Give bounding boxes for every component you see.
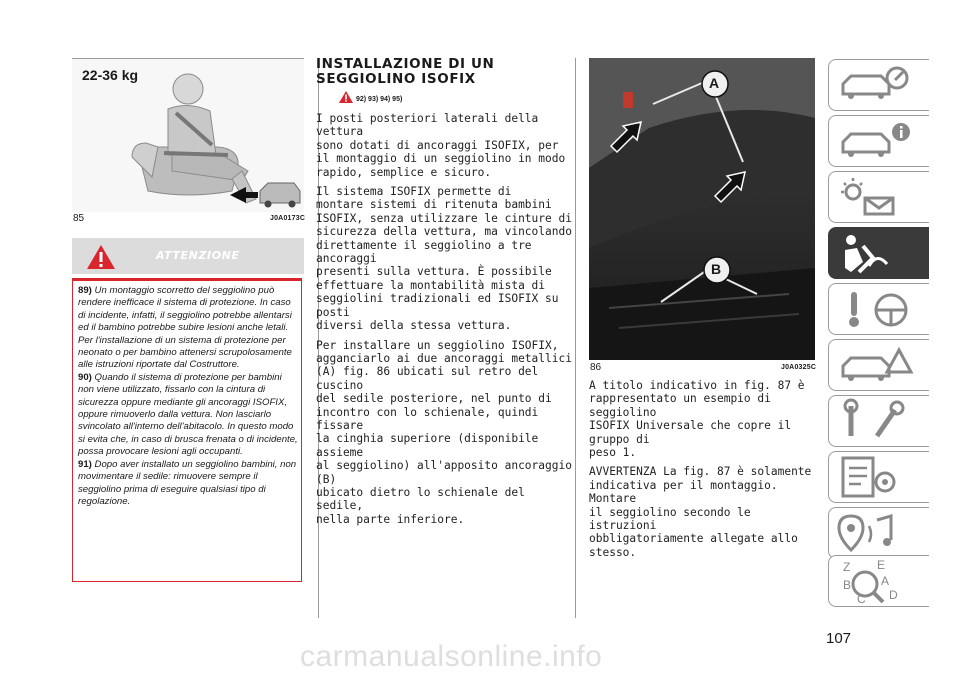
section-heading: INSTALLAZIONE DI UN SEGGIOLINO ISOFIX xyxy=(316,56,495,87)
index-letter: C xyxy=(857,592,866,606)
tab-dashboard[interactable] xyxy=(828,59,929,111)
attention-item-89: 89) Un montaggio scorretto del seggiolino può rendere inefficace il sistema di protezione. In caso di incidente, infatti, il seggiolino potrebbe allentarsi ed il bambino potrebbe subire lesioni anche letali. Per l'installazione di un sistema di protezione per neonato o per bambino attenersi scrupolosamente alle istruzioni riportate dal Costruttore. xyxy=(78,285,292,371)
index-letter: A xyxy=(881,574,890,588)
media-navigation-icon xyxy=(829,508,929,558)
index-letter: Z xyxy=(843,560,851,574)
sun-mail-icon xyxy=(829,172,929,222)
warning-references: 92) 93) 94) 95) xyxy=(356,96,403,103)
tab-multimedia[interactable] xyxy=(828,507,929,559)
car-dashboard-icon xyxy=(829,60,929,110)
index-letter: B xyxy=(843,578,852,592)
weight-label: 22-36 kg xyxy=(82,67,139,83)
tab-maintenance[interactable] xyxy=(828,395,929,447)
isofix-anchors-photo xyxy=(589,58,815,360)
car-info-icon xyxy=(829,116,929,166)
figure-86-code: J0A0325C xyxy=(781,364,817,371)
attention-header xyxy=(72,238,304,274)
right-body-text xyxy=(589,379,823,565)
figure-85-number: 85 xyxy=(73,213,85,224)
seat-airbag-icon xyxy=(829,228,929,278)
index-letter: D xyxy=(889,588,898,602)
attention-title: ATTENZIONE xyxy=(156,249,240,262)
column-divider xyxy=(575,58,576,618)
tab-index[interactable] xyxy=(828,555,929,607)
paragraph: A titolo indicativo in fig. 87 è rappresentato un esempio di seggiolino ISOFIX Universale che copre il gruppo di peso 1. xyxy=(589,379,805,460)
isofix-body-text xyxy=(316,112,572,532)
tab-emergency[interactable] xyxy=(828,339,929,391)
page-number: 107 xyxy=(826,630,852,647)
tab-driving[interactable] xyxy=(828,283,929,335)
paragraph: AVVERTENZA La fig. 87 è solamente indicativa per il montaggio. Montare il seggiolino secondo le istruzioni obbligatoriamente allegate allo stesso. xyxy=(589,465,812,559)
label-a: A xyxy=(709,75,720,91)
label-b: B xyxy=(711,261,722,277)
figure-86-number: 86 xyxy=(590,362,602,373)
figure-85-code: J0A0173C xyxy=(270,215,306,222)
attention-box xyxy=(72,278,302,582)
tab-technical-data[interactable] xyxy=(828,451,929,503)
attention-item-90: 90) Quando il sistema di protezione per bambini non viene utilizzato, fissarlo con la cintura di sicurezza oppure mediante gli ancoraggi ISOFIX, oppure rimuoverlo dalla vettura. Non lasciarlo svincolato all'interno dell'abitacolo. In questo modo si evita che, in caso di brusca frenata o di incidente, possa provocare lesioni agli occupanti. xyxy=(78,371,298,458)
watermark: carmanualsonline.info xyxy=(300,640,603,673)
warning-triangle-icon xyxy=(338,90,354,104)
steering-wheel-icon xyxy=(829,284,929,334)
tab-car-info[interactable] xyxy=(828,115,929,167)
paragraph: Per installare un seggiolino ISOFIX, agganciarlo ai due ancoraggi metallici (A) fig. 86 ubicati sul retro del cuscino del sedile posteriore, nel punto di incontro con lo schienale, quindi fissare la cinghia superiore (disponibile assieme al seggiolino) all'apposito ancoraggio (B) ubicato dietro lo schienale del sedile, nella parte inferiore. xyxy=(316,338,572,526)
attention-item-91: 91) Dopo aver installato un seggiolino bambini, non movimentare il sedile: rimuovere sempre il seggiolino prima di eseguire qualsiasi tipo di regolazione. xyxy=(78,458,297,507)
tab-lights-messages[interactable] xyxy=(828,171,929,223)
spec-sheet-gear-icon xyxy=(829,452,929,502)
child-booster-seat-illustration xyxy=(72,59,304,212)
paragraph: Il sistema ISOFIX permette di montare sistemi di ritenuta bambini ISOFIX, senza utilizzare le cinture di sicurezza della vettura, ma vincolando direttamente il seggiolino a tre ancoraggi presenti sulla vettura. È possibile effettuare la montabilità mista di seggiolini tradizionali ed ISOFIX su posti diversi della stessa vettura. xyxy=(316,185,572,333)
car-warning-icon xyxy=(829,340,929,390)
warning-triangle-icon xyxy=(86,244,116,270)
paragraph: I posti posteriori laterali della vettura sono dotati di ancoraggi ISOFIX, per il montaggio di un seggiolino in modo rapido, semplice e sicuro. xyxy=(316,112,566,179)
tab-safety[interactable] xyxy=(828,227,929,279)
figure-85 xyxy=(72,58,304,212)
wrench-icon xyxy=(829,396,929,446)
index-letter: E xyxy=(877,558,886,572)
figure-86-photo xyxy=(589,58,815,360)
